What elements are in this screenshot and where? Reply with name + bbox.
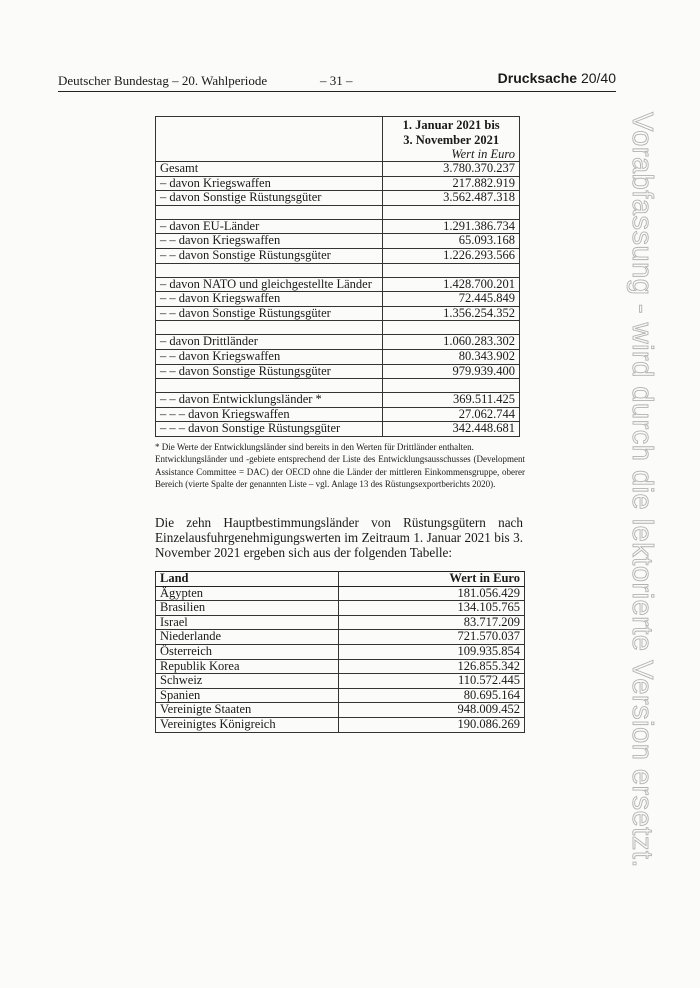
table-corner-cell	[156, 117, 383, 162]
row-label: – – davon Entwicklungsländer *	[156, 393, 383, 408]
row-value: 369.511.425	[383, 393, 520, 408]
spacer-row	[156, 205, 520, 219]
table-header-row	[156, 117, 520, 133]
row-value: 80.343.902	[383, 349, 520, 364]
table-row	[156, 162, 520, 177]
row-value: 65.093.168	[383, 234, 520, 249]
row-value: 3.780.370.237	[383, 162, 520, 177]
spacer-row	[156, 379, 520, 393]
country-value: 181.056.429	[338, 586, 525, 601]
country-value: 948.009.452	[338, 703, 525, 718]
table-row	[156, 688, 525, 703]
period-header-line1: 1. Januar 2021 bis	[383, 117, 520, 133]
country-name: Vereinigtes Königreich	[156, 717, 339, 732]
row-label: Gesamt	[156, 162, 383, 177]
country-value: 190.086.269	[338, 717, 525, 732]
country-name: Österreich	[156, 644, 339, 659]
table-row	[156, 248, 520, 263]
export-summary-table	[155, 116, 520, 437]
period-header-line2: 3. November 2021	[383, 132, 520, 147]
header-parliament: Deutscher Bundestag – 20. Wahlperiode	[58, 73, 268, 88]
row-label: – davon Kriegswaffen	[156, 176, 383, 191]
table-row	[156, 659, 525, 674]
draft-watermark: Vorabfassung - wird durch die lektorierte Version ersetzt.	[626, 112, 658, 868]
row-label: – – davon Sonstige Rüstungsgüter	[156, 248, 383, 263]
table-header-row	[156, 572, 525, 587]
row-label: – – – davon Sonstige Rüstungsgüter	[156, 422, 383, 437]
header-page-number: – 31 –	[320, 73, 353, 88]
country-name: Brasilien	[156, 601, 339, 616]
table-row	[156, 219, 520, 234]
table-row	[156, 349, 520, 364]
country-name: Ägypten	[156, 586, 339, 601]
row-label: – davon EU-Länder	[156, 219, 383, 234]
row-label: – – davon Sonstige Rüstungsgüter	[156, 364, 383, 379]
header-drucksache-number: 20/40	[580, 70, 616, 86]
table-row	[156, 191, 520, 206]
table-row	[156, 292, 520, 307]
table-row	[156, 422, 520, 437]
country-value: 110.572.445	[338, 674, 525, 689]
header-drucksache-label: Drucksache	[497, 70, 578, 86]
table-row	[156, 306, 520, 321]
table-row	[156, 630, 525, 645]
table-row	[156, 393, 520, 408]
row-value: 27.062.744	[383, 407, 520, 422]
column-header-wert: Wert in Euro	[338, 572, 525, 587]
row-label: – – davon Kriegswaffen	[156, 234, 383, 249]
intro-paragraph: Die zehn Hauptbestimmungsländer von Rüstungsgütern nach Einzelausfuhrgenehmigungswerten im Zeitraum 1. Januar 2021 bis 3. November 2021 ergeben sich aus der folgenden Tabelle:	[155, 515, 523, 560]
table-footnote	[155, 441, 525, 490]
unit-header: Wert in Euro	[383, 147, 520, 162]
table-row	[156, 277, 520, 292]
country-value: 126.855.342	[338, 659, 525, 674]
country-name: Spanien	[156, 688, 339, 703]
country-name: Schweiz	[156, 674, 339, 689]
country-value: 109.935.854	[338, 644, 525, 659]
row-value: 979.939.400	[383, 364, 520, 379]
footnote-line: * Die Werte der Entwicklungsländer sind bereits in den Werten für Drittländer enthalten.	[155, 442, 474, 452]
row-value: 1.428.700.201	[383, 277, 520, 292]
header-drucksache	[498, 70, 616, 86]
row-label: – davon NATO und gleichgestellte Länder	[156, 277, 383, 292]
table-row	[156, 176, 520, 191]
table-row	[156, 615, 525, 630]
row-value: 1.291.386.734	[383, 219, 520, 234]
table-row	[156, 407, 520, 422]
row-label: – – davon Kriegswaffen	[156, 349, 383, 364]
row-value: 1.226.293.566	[383, 248, 520, 263]
row-value: 342.448.681	[383, 422, 520, 437]
country-name: Vereinigte Staaten	[156, 703, 339, 718]
page-header	[58, 70, 616, 90]
table-row	[156, 364, 520, 379]
top-countries-table	[155, 571, 525, 733]
row-label: – – davon Sonstige Rüstungsgüter	[156, 306, 383, 321]
row-label: – – davon Kriegswaffen	[156, 292, 383, 307]
table-row	[156, 717, 525, 732]
header-rule	[58, 91, 616, 92]
country-name: Republik Korea	[156, 659, 339, 674]
country-name: Israel	[156, 615, 339, 630]
footnote-definition: Entwicklungsländer und -gebiete entsprechend der Liste des Entwicklungsausschusses (Development Assistance Committee = DAC) der OECD ohne die Länder der mittleren Einkommensgruppe, oberer Bereich (vierte Spalte der genannten Liste – vgl. Anlage 13 des Rüstungsexportberichts 2020).	[155, 454, 525, 489]
country-value: 721.570.037	[338, 630, 525, 645]
row-value: 1.356.254.352	[383, 306, 520, 321]
table-row	[156, 601, 525, 616]
table-row	[156, 644, 525, 659]
row-value: 3.562.487.318	[383, 191, 520, 206]
table-row	[156, 234, 520, 249]
country-value: 134.105.765	[338, 601, 525, 616]
country-value: 80.695.164	[338, 688, 525, 703]
country-name: Niederlande	[156, 630, 339, 645]
row-value: 217.882.919	[383, 176, 520, 191]
table-row	[156, 586, 525, 601]
country-value: 83.717.209	[338, 615, 525, 630]
row-label: – – – davon Kriegswaffen	[156, 407, 383, 422]
row-value: 1.060.283.302	[383, 335, 520, 350]
spacer-row	[156, 321, 520, 335]
row-label: – davon Sonstige Rüstungsgüter	[156, 191, 383, 206]
table-row	[156, 674, 525, 689]
table-row	[156, 703, 525, 718]
spacer-row	[156, 263, 520, 277]
column-header-land: Land	[156, 572, 339, 587]
row-value: 72.445.849	[383, 292, 520, 307]
row-label: – davon Drittländer	[156, 335, 383, 350]
table-row	[156, 335, 520, 350]
